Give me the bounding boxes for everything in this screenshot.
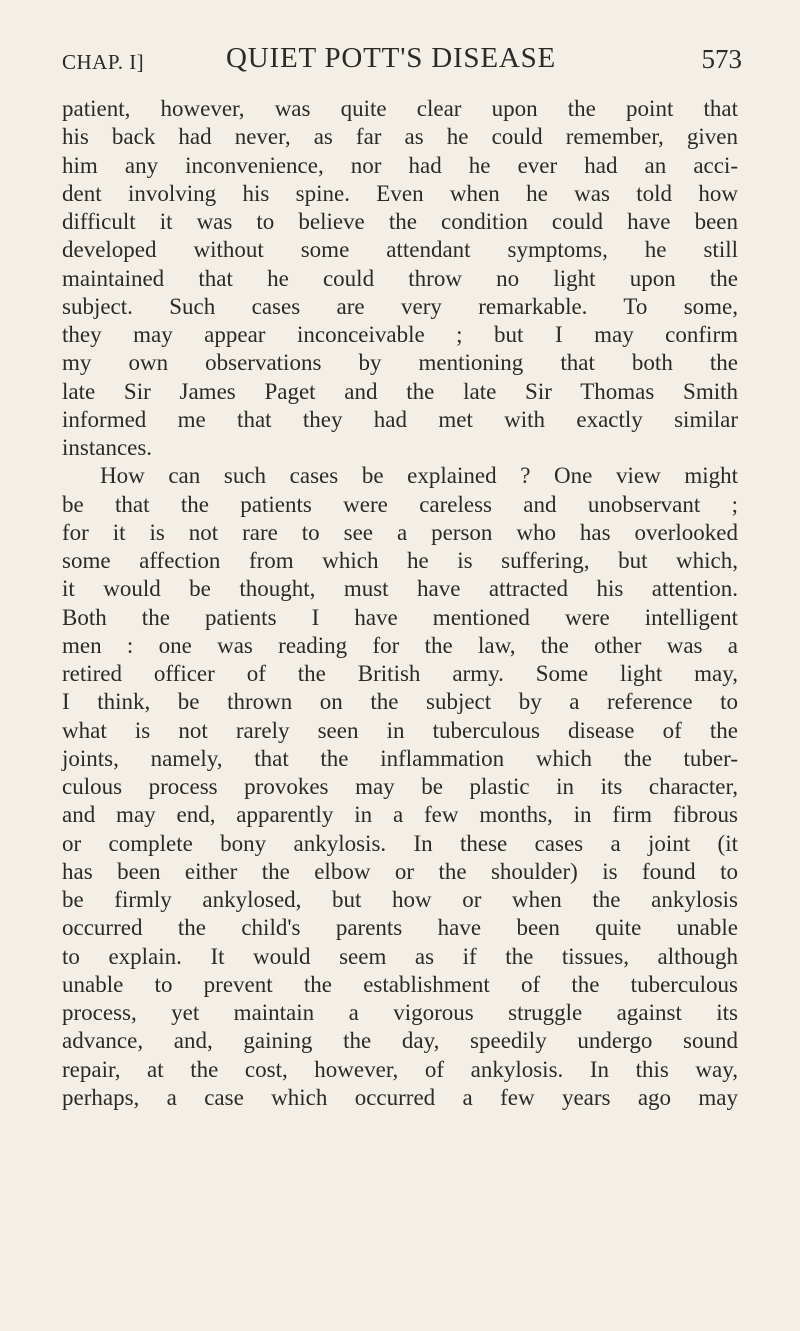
text-line: unable to prevent the establishment of the tuberculous (62, 971, 738, 997)
text-line: it would be thought, must have attracted his attention. (62, 576, 738, 602)
text-line: occurred the child's parents have been quite unable (62, 915, 738, 941)
text-line: be firmly ankylosed, but how or when the ankylosis (62, 887, 738, 912)
text-line: dent involving his spine. Even when he was told how (62, 180, 738, 206)
text-line: repair, at the cost, however, of ankylosis. In this way, (62, 1056, 738, 1082)
text-line: advance, and, gaining the day, speedily undergo sound (62, 1028, 738, 1054)
text-line: some affection from which he is suffering, but which, (62, 548, 738, 573)
text-line: subject. Such cases are very remarkable. To some, (62, 293, 738, 319)
body-text (62, 95, 738, 1112)
text-line: they may appear inconceivable ; but I may confirm (62, 322, 738, 347)
text-line: difficult it was to believe the condition could have been (62, 209, 738, 234)
text-line: him any inconvenience, nor had he ever had an acci- (62, 152, 738, 178)
text-line: patient, however, was quite clear upon the point that (62, 96, 738, 121)
text-line: informed me that they had met with exactly similar (62, 406, 738, 432)
text-line: his back had never, as far as he could remember, given (62, 124, 738, 150)
page-title: QUIET POTT'S DISEASE (226, 42, 557, 74)
text-line: or complete bony ankylosis. In these cases a joint (it (62, 830, 738, 856)
chapter-label: CHAP. I] (62, 50, 145, 74)
text-line: late Sir James Paget and the late Sir Thomas Smith (62, 378, 738, 404)
text-line: for it is not rare to see a person who has overlooked (62, 519, 738, 545)
text-line: I think, be thrown on the subject by a reference to (62, 689, 738, 715)
text-line: what is not rarely seen in tuberculous disease of the (62, 717, 738, 743)
text-line: instances. (62, 435, 153, 460)
page-number: 573 (701, 44, 742, 74)
text-line: be that the patients were careless and unobservant ; (62, 491, 738, 517)
text-line: perhaps, a case which occurred a few years ago may (62, 1084, 738, 1110)
text-line: culous process provokes may be plastic in its character, (62, 774, 738, 799)
text-line: to explain. It would seem as if the tissues, although (62, 943, 738, 969)
running-head (60, 34, 740, 74)
text-line: has been either the elbow or the shoulder) is found to (62, 858, 738, 884)
text-line: and may end, apparently in a few months, in firm fibrous (62, 802, 738, 828)
text-line: maintained that he could throw no light upon the (62, 265, 738, 291)
text-line: joints, namely, that the inflammation which the tuber- (62, 745, 738, 771)
text-line: developed without some attendant symptoms, he still (62, 237, 738, 263)
text-line: How can such cases be explained ? One view might (100, 463, 738, 489)
text-line: my own observations by mentioning that both the (62, 350, 738, 376)
text-line: men : one was reading for the law, the other was a (62, 632, 738, 658)
text-line: process, yet maintain a vigorous struggle against its (62, 1000, 738, 1025)
text-line: retired officer of the British army. Some light may, (62, 661, 738, 686)
text-line: Both the patients I have mentioned were intelligent (62, 604, 738, 630)
